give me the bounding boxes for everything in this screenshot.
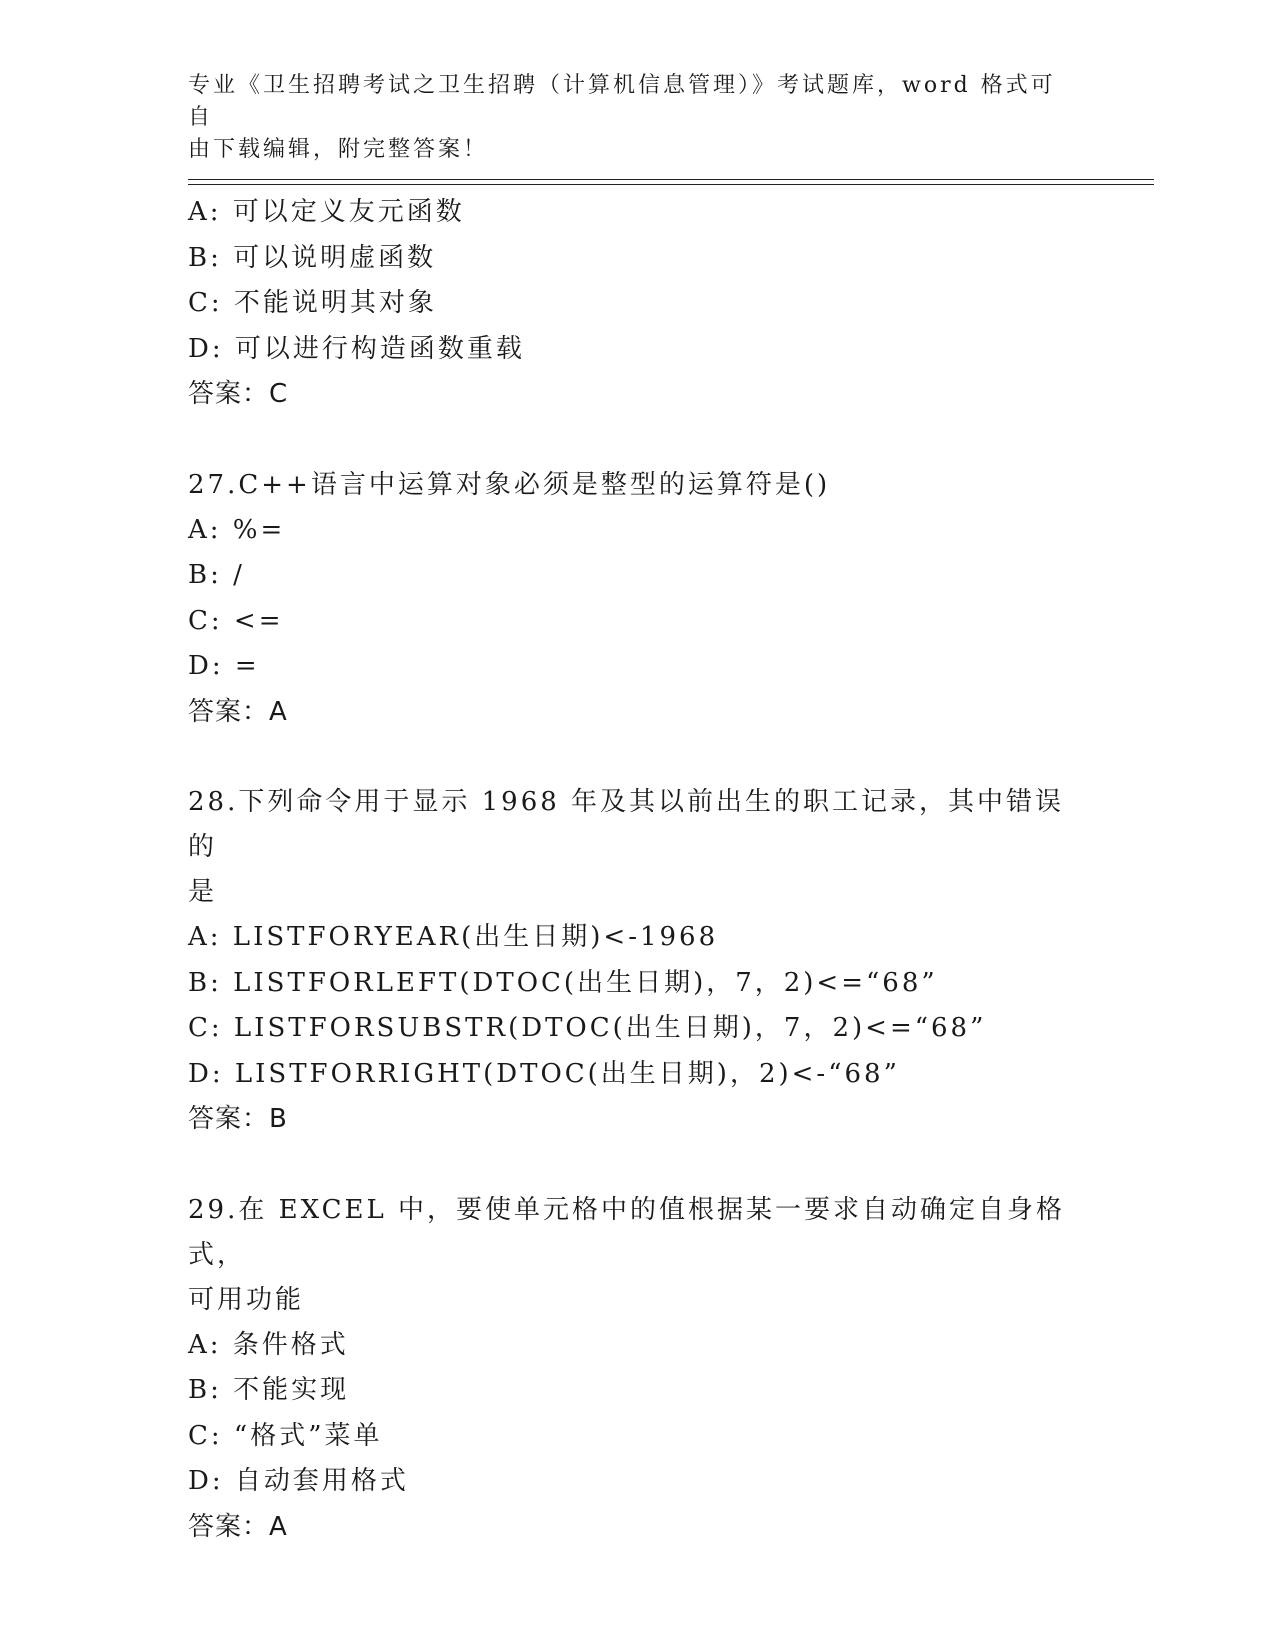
option-c: C: 不能说明其对象 [188, 288, 437, 318]
question-27 [188, 463, 1088, 736]
option-a: A: 可以定义友元函数 [188, 197, 465, 227]
option-d: D: = [188, 651, 260, 681]
question-list [188, 190, 1088, 1550]
spacer [188, 418, 1088, 463]
question-title-line-2: 是 [188, 877, 218, 907]
option-b: B: LISTFORLEFT(DTOC(出生日期)，7，2)<=“68” [188, 967, 938, 998]
document-header [188, 70, 1068, 166]
option-b: B: 可以说明虚函数 [188, 242, 437, 273]
option-a: A: %= [188, 514, 286, 545]
spacer [188, 1143, 1088, 1188]
answer-line: 答案：C [188, 379, 289, 409]
header-line-1: 专业《卫生招聘考试之卫生招聘（计算机信息管理）》考试题库，word 格式可自 [188, 73, 1056, 130]
option-c: C: <= [188, 605, 284, 636]
option-a: A: 条件格式 [188, 1329, 349, 1360]
header-divider-bottom [188, 184, 1154, 185]
answer-line: 答案：A [188, 696, 288, 727]
answer-line: 答案：A [188, 1511, 288, 1542]
question-title: 27.C++语言中运算对象必须是整型的运算符是() [188, 469, 831, 500]
option-a: A: LISTFORYEAR(出生日期)<-1968 [188, 922, 719, 952]
question-28 [188, 780, 1088, 1143]
option-b: B: 不能实现 [188, 1375, 350, 1405]
option-d: D: 自动套用格式 [188, 1466, 409, 1496]
question-title-line-1: 29.在 EXCEL 中，要使单元格中的值根据某一要求自动确定自身格式， [188, 1194, 1066, 1270]
header-line-2: 由下载编辑，附完整答案！ [188, 137, 489, 162]
question-29 [188, 1188, 1088, 1551]
option-d: D: 可以进行构造函数重载 [188, 333, 525, 364]
header-divider-top [188, 179, 1154, 180]
answer-line: 答案：B [188, 1104, 288, 1134]
option-d: D: LISTFORRIGHT(DTOC(出生日期)，2)<-“68” [188, 1058, 900, 1089]
spacer [188, 735, 1088, 780]
question-title-line-2: 可用功能 [188, 1284, 305, 1315]
option-c: C: LISTFORSUBSTR(DTOC(出生日期)，7，2)<=“68” [188, 1013, 987, 1043]
question-26 [188, 190, 1088, 418]
option-c: C: “格式”菜单 [188, 1420, 383, 1451]
option-b: B: / [188, 560, 245, 590]
question-title-line-1: 28.下列命令用于显示 1968 年及其以前出生的职工记录，其中错误的 [188, 787, 1065, 862]
